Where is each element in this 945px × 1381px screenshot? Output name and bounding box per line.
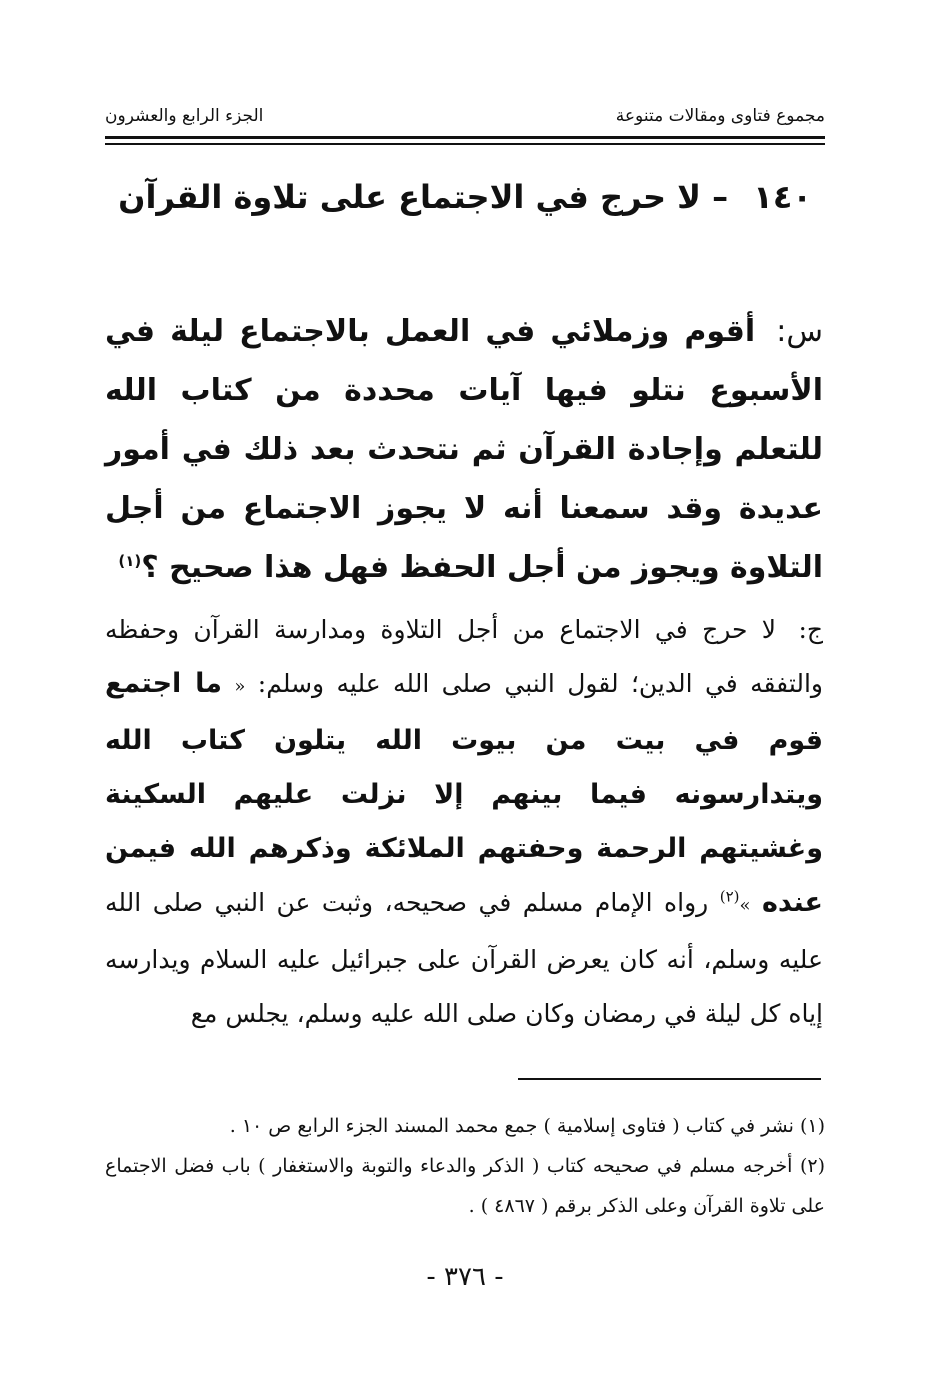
footnote-text: نشر في كتاب ( فتاوى إسلامية ) جمع محمد المسند الجزء الرابع ص ١٠ . bbox=[229, 1115, 794, 1137]
footnote-ref-2: (٢) bbox=[719, 887, 740, 906]
chapter-separator: – bbox=[712, 178, 729, 216]
book-title: مجموع فتاوى ومقالات متنوعة bbox=[615, 106, 825, 126]
footnote-marker: (٢) bbox=[799, 1155, 825, 1177]
hadith-text: ما اجتمع قوم في بيت من بيوت الله يتلون كتاب الله ويتدارسونه فيما بينهم إلا نزلت عليهم السكينة وغشيتهم الرحمة وحفتهم الملائكة وذكرهم الله فيمن عنده bbox=[105, 668, 823, 918]
answer-paragraph bbox=[105, 603, 823, 1041]
answer-continuation: رواه الإمام مسلم في صحيحه، وثبت عن النبي صلى الله عليه وسلم، أنه كان يعرض القرآن على جبرائيل عليه السلام ويدارسه إياه كل ليلة في رمضان وكان صلى الله عليه وسلم، يجلس مع bbox=[105, 888, 823, 1028]
footnote-1 bbox=[105, 1106, 825, 1146]
chapter-heading bbox=[105, 178, 825, 216]
header-rule-thin bbox=[105, 143, 825, 145]
header-rule-thick bbox=[105, 136, 825, 139]
volume-title: الجزء الرابع والعشرون bbox=[105, 106, 264, 126]
answer-label: ج: bbox=[798, 615, 823, 644]
footnotes bbox=[105, 1106, 825, 1226]
footnote-text: أخرجه مسلم في صحيحه كتاب ( الذكر والدعاء والتوبة والاستغفار ) باب فضل الاجتماع على تلاوة القرآن وعلى الذكر برقم ( ٤٨٦٧ ) . bbox=[105, 1155, 825, 1217]
question-label: س: bbox=[776, 314, 823, 349]
chapter-number: ١٤٠ bbox=[753, 178, 812, 216]
running-header bbox=[105, 100, 825, 140]
page-number: - ٣٧٦ - bbox=[426, 1262, 504, 1292]
question-text: أقوم وزملائي في العمل بالاجتماع ليلة في الأسبوع نتلو فيها آيات محددة من كتاب الله للتعلم وإجادة القرآن ثم نتحدث بعد ذلك في أمور عديدة وقد سمعنا أنه لا يجوز الاجتماع من أجل التلاوة ويجوز من أجل الحفظ فهل هذا صحيح ؟ bbox=[105, 314, 823, 585]
footnote-ref-1: (١) bbox=[118, 552, 142, 570]
quote-close: » bbox=[739, 895, 751, 916]
quote-open: « bbox=[234, 676, 246, 697]
footnote-marker: (١) bbox=[799, 1115, 825, 1137]
chapter-title: لا حرج في الاجتماع على تلاوة القرآن bbox=[118, 178, 701, 216]
question-paragraph bbox=[105, 302, 823, 597]
footnote-2 bbox=[105, 1146, 825, 1226]
footnote-rule bbox=[518, 1078, 821, 1080]
answer-intro: لا حرج في الاجتماع من أجل التلاوة ومدارسة القرآن وحفظه والتفقه في الدين؛ لقول النبي صلى الله عليه وسلم: bbox=[105, 615, 823, 698]
